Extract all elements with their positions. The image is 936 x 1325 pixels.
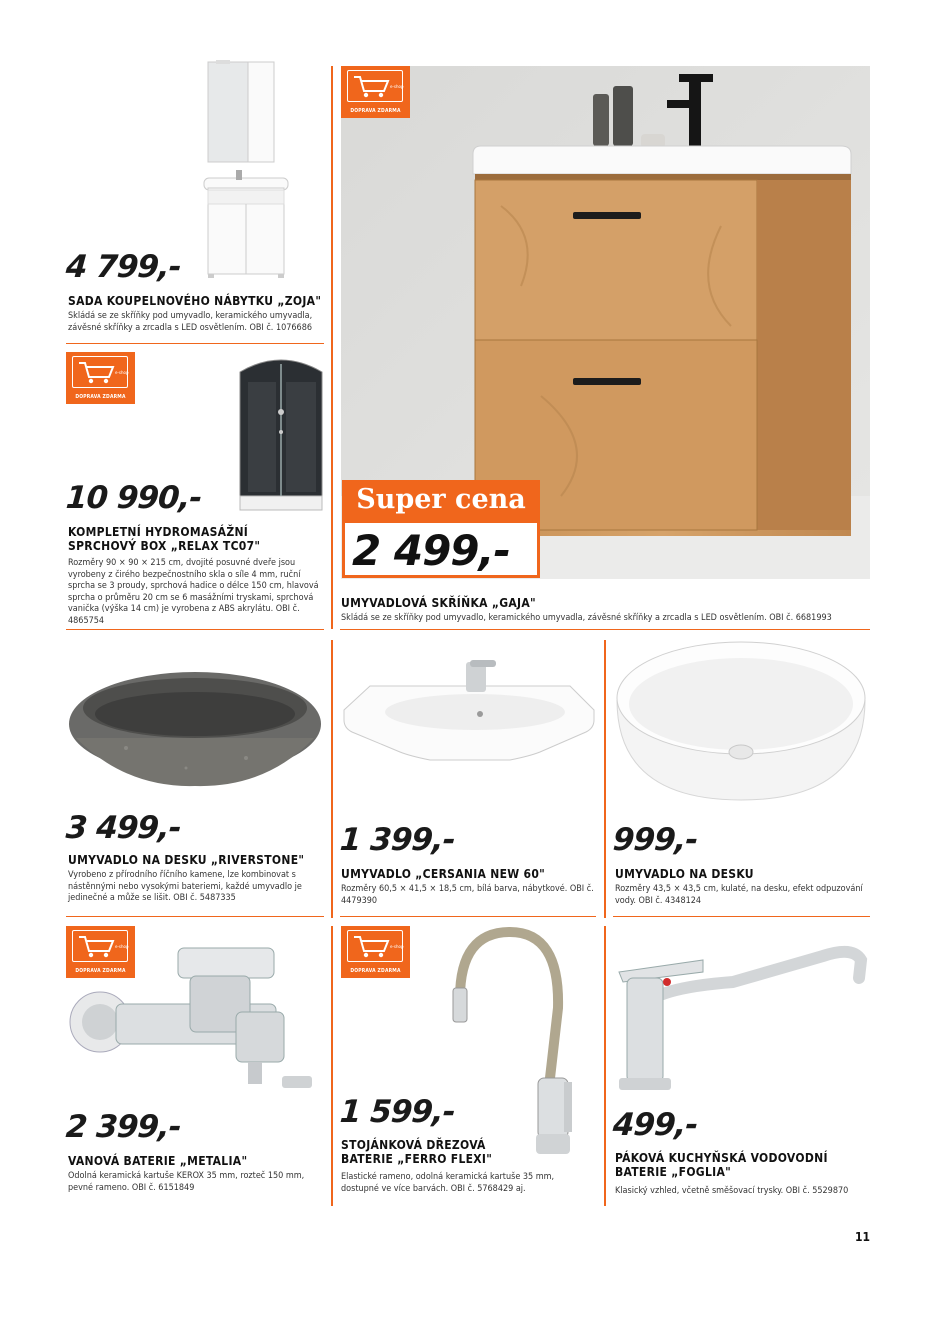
free-delivery-badge [341,66,410,118]
foglia-description: Klasický vzhled, včetně směšovací trysky. OBI č. 5529870 [615,1186,849,1196]
divider-horizontal [66,916,324,917]
divider-vertical [331,640,333,918]
divider-horizontal [340,916,596,917]
divider-vertical [604,926,606,1206]
foglia-title: PÁKOVÁ KUCHYŇSKÁ VODOVODNÍ BATERIE „FOGLIA" [615,1151,828,1179]
desku-price: 999,- [611,822,699,858]
relax-price: 10 990,- [64,480,203,516]
zoja-description: Skládá se ze skříňky pod umyvadlo, keramického umyvadla, závěsné skříňky a zrcadla s LED osvětlením. OBI č. 1076686 [68,311,313,333]
relax-title: KOMPLETNÍ HYDROMASÁŽNÍ SPRCHOVÝ BOX „RELAX TC07" [68,525,261,553]
zoja-title: SADA KOUPELNOVÉHO NÁBYTKU „ZOJA" [68,294,322,308]
badge-label: DOPRAVA ZDARMA [350,968,401,974]
relax-description: Rozměry 90 × 90 × 215 cm, dvojité posuvné dveře jsou vyrobeny z čirého bezpečnostního skla o síle 4 mm, ruční sprcha se 3 proudy, sprchová hadice o délce 150 cm, hlavová sprcha o průměru 20 cm se 6 masážními tryskami, sprchová vanička (výška 14 cm) je vyrobena z ABS akrylátu. OBI č. 4865754 [68,558,319,626]
divider-horizontal [340,629,870,630]
super-price-label: Super cena [342,480,540,520]
ferro-price: 1 599,- [338,1094,456,1130]
foglia-faucet-image [613,938,871,1094]
metalia-title: VANOVÁ BATERIE „METALIA" [68,1154,248,1168]
desku-description: Rozměry 43,5 × 43,5 cm, kulaté, na desku, efekt odpuzování vody. OBI č. 4348124 [615,884,863,906]
divider-horizontal [66,343,324,344]
free-delivery-badge [341,926,410,978]
round-basin-image [613,640,871,802]
ferro-title: STOJÁNKOVÁ DŘEZOVÁ BATERIE „FERRO FLEXI" [341,1138,493,1166]
cersania-basin-image [340,656,598,778]
badge-label: DOPRAVA ZDARMA [350,108,401,114]
divider-vertical [331,926,333,1206]
gaja-description: Skládá se ze skříňky pod umyvadlo, keramického umyvadla, závěsné skříňky a zrcadla s LED osvětlením. OBI č. 6681993 [341,613,832,623]
riverstone-price: 3 499,- [64,810,182,846]
riverstone-description: Vyrobeno z přírodního říčního kamene, lze kombinovat s nástěnnými nebo vysokými bateriemi, každé umyvadlo je jedinečné a může se lišit. OBI č. 5487335 [68,870,302,903]
cersania-description: Rozměry 60,5 × 41,5 × 18,5 cm, bílá barva, nábytkové. OBI č. 4479390 [341,884,594,906]
svg-text:e-shop: e-shop [115,370,129,375]
divider-horizontal [66,629,324,630]
cart-icon [347,70,403,102]
desku-title: UMYVADLO NA DESKU [615,867,754,881]
zoja-furniture-image [196,58,296,280]
svg-text:e-shop: e-shop [390,944,404,949]
ferro-description: Elastické rameno, odolná keramická kartuše 35 mm, dostupné ve více barvách. OBI č. 5768429 aj. [341,1172,555,1194]
cersania-price: 1 399,- [338,822,456,858]
zoja-price: 4 799,- [64,249,182,285]
super-price-box [342,480,540,580]
free-delivery-badge [66,352,135,404]
metalia-faucet-image [66,946,326,1096]
svg-text:e-shop: e-shop [390,84,404,89]
badge-label: DOPRAVA ZDARMA [75,968,126,974]
gaja-title: UMYVADLOVÁ SKŘÍŇKA „GAJA" [341,596,536,610]
foglia-price: 499,- [611,1107,699,1143]
metalia-price: 2 399,- [64,1109,182,1145]
metalia-description: Odolná keramická kartuše KEROX 35 mm, rozteč 150 mm, pevné rameno. OBI č. 6151849 [68,1171,305,1193]
relax-shower-image [236,352,326,512]
svg-text:e-shop: e-shop [115,944,129,949]
badge-label: DOPRAVA ZDARMA [75,394,126,400]
riverstone-basin-image [66,668,324,792]
gaja-price: 2 499,- [352,526,510,575]
divider-vertical [604,640,606,918]
page-number: 11 [854,1230,870,1244]
cart-icon [347,930,403,962]
riverstone-title: UMYVADLO NA DESKU „RIVERSTONE" [68,853,305,867]
ferro-faucet-image [440,928,600,1168]
cersania-title: UMYVADLO „CERSANIA NEW 60" [341,867,546,881]
cart-icon [72,356,128,388]
divider-vertical [331,66,333,629]
divider-horizontal [613,916,870,917]
